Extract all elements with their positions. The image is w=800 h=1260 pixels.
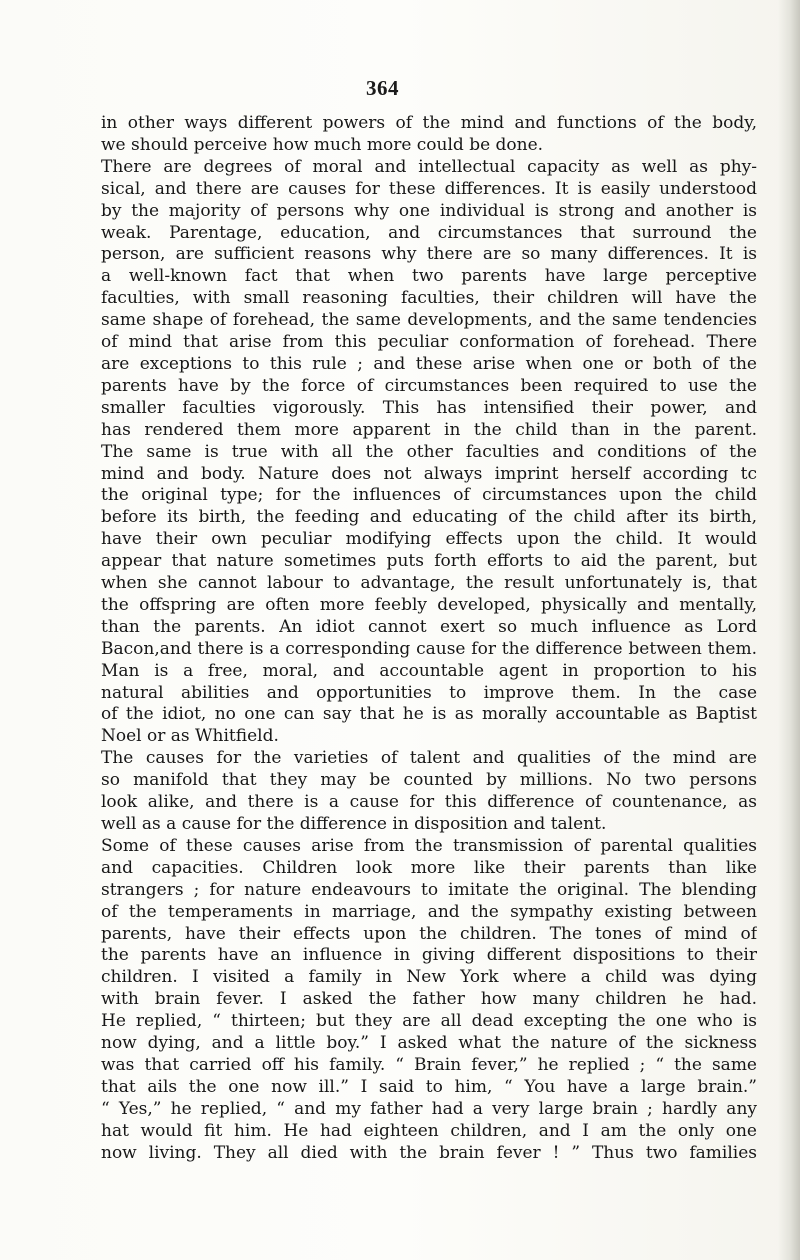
text-line: than the parents. An idiot cannot exert so much influence as Lord [101, 616, 757, 637]
text-line: weak. Parentage, education, and circumstances that surround the [101, 222, 757, 243]
text-line: sical, and there are causes for these differences. It is easily understood [101, 178, 757, 199]
text-line: was that carried off his family. “ Brain fever,” he replied ; “ the same [101, 1054, 757, 1075]
text-line: of the idiot, no one can say that he is as morally accountable as Baptist [101, 704, 757, 725]
text-line: are exceptions to this rule ; and these arise when one or both of the [101, 353, 757, 374]
text-line: mind and body. Nature does not always imprint herself according tc [101, 463, 757, 484]
text-line: appear that nature sometimes puts forth efforts to aid the parent, but [101, 551, 757, 572]
text-line: parents, have their effects upon the children. The tones of mind of [101, 923, 757, 944]
text-line: that ails the one now ill.” I said to him, “ You have a large brain.” [101, 1076, 757, 1097]
text-line: same shape of forehead, the same developments, and the same tendencies [101, 310, 757, 331]
text-line: natural abilities and opportunities to improve them. In the case [101, 682, 757, 703]
body-text [101, 113, 757, 1165]
text-line: look alike, and there is a cause for this difference of countenance, as [101, 792, 757, 813]
text-line: parents have by the force of circumstances been required to use the [101, 375, 757, 396]
text-line: so manifold that they may be counted by millions. No two persons [101, 770, 757, 791]
text-line: Bacon,and there is a corresponding cause for the difference between them. [101, 638, 757, 659]
text-line: well as a cause for the difference in disposition and talent. [101, 814, 607, 834]
text-line: The same is true with all the other faculties and conditions of the [101, 441, 757, 462]
text-line: in other ways different powers of the mind and functions of the body, [101, 113, 757, 133]
text-line: of the temperaments in marriage, and the sympathy existing between [101, 901, 757, 922]
text-line: Some of these causes arise from the transmission of parental qualities [101, 835, 757, 856]
text-line: a well-known fact that when two parents have large perceptive [101, 266, 757, 287]
text-line: now dying, and a little boy.” I asked what the nature of the sickness [101, 1033, 757, 1054]
text-line: the original type; for the influences of circumstances upon the child [101, 485, 757, 506]
text-line: we should perceive how much more could be done. [101, 134, 544, 155]
text-line: strangers ; for nature endeavours to imitate the original. The blending [101, 879, 757, 900]
text-line: now living. They all died with the brain fever ! ” Thus two families [101, 1142, 757, 1163]
text-line: “ Yes,” he replied, “ and my father had a very large brain ; hardly any [101, 1098, 757, 1119]
text-line: when she cannot labour to advantage, the result unfortunately is, that [101, 573, 757, 594]
text-line: have their own peculiar modifying effects upon the child. It would [101, 529, 757, 550]
text-line: by the majority of persons why one individual is strong and another is [101, 200, 757, 221]
text-line: hat would fit him. He had eighteen children, and I am the only one [101, 1120, 757, 1141]
text-line: and capacities. Children look more like their parents than like [101, 857, 757, 878]
text-line: Noel or as Whitfield. [101, 726, 279, 747]
text-line: before its birth, the feeding and educating of the child after its birth, [101, 507, 757, 528]
text-line: He replied, “ thirteen; but they are all dead excepting the one who is [101, 1011, 757, 1032]
page-number: 364 [366, 76, 399, 100]
text-line: faculties, with small reasoning faculties, their children will have the [101, 288, 757, 309]
text-line: The causes for the varieties of talent and qualities of the mind are [101, 748, 757, 769]
text-line: the offspring are often more feebly developed, physically and mentally, [101, 594, 757, 615]
text-line: person, are sufficient reasons why there are so many differences. It is [101, 244, 757, 265]
text-line: with brain fever. I asked the father how many children he had. [101, 989, 757, 1010]
text-line: children. I visited a family in New York where a child was dying [101, 967, 757, 988]
text-line: Man is a free, moral, and accountable agent in proportion to his [101, 660, 757, 681]
text-line: smaller faculties vigorously. This has intensified their power, and [101, 397, 757, 418]
text-line: the parents have an influence in giving different dispositions to their [101, 945, 757, 966]
text-line: has rendered them more apparent in the child than in the parent. [101, 419, 757, 440]
text-line: There are degrees of moral and intellectual capacity as well as phy- [101, 156, 757, 177]
page-edge-shadow [778, 0, 800, 1260]
text-line: of mind that arise from this peculiar conformation of forehead. There [101, 332, 757, 353]
